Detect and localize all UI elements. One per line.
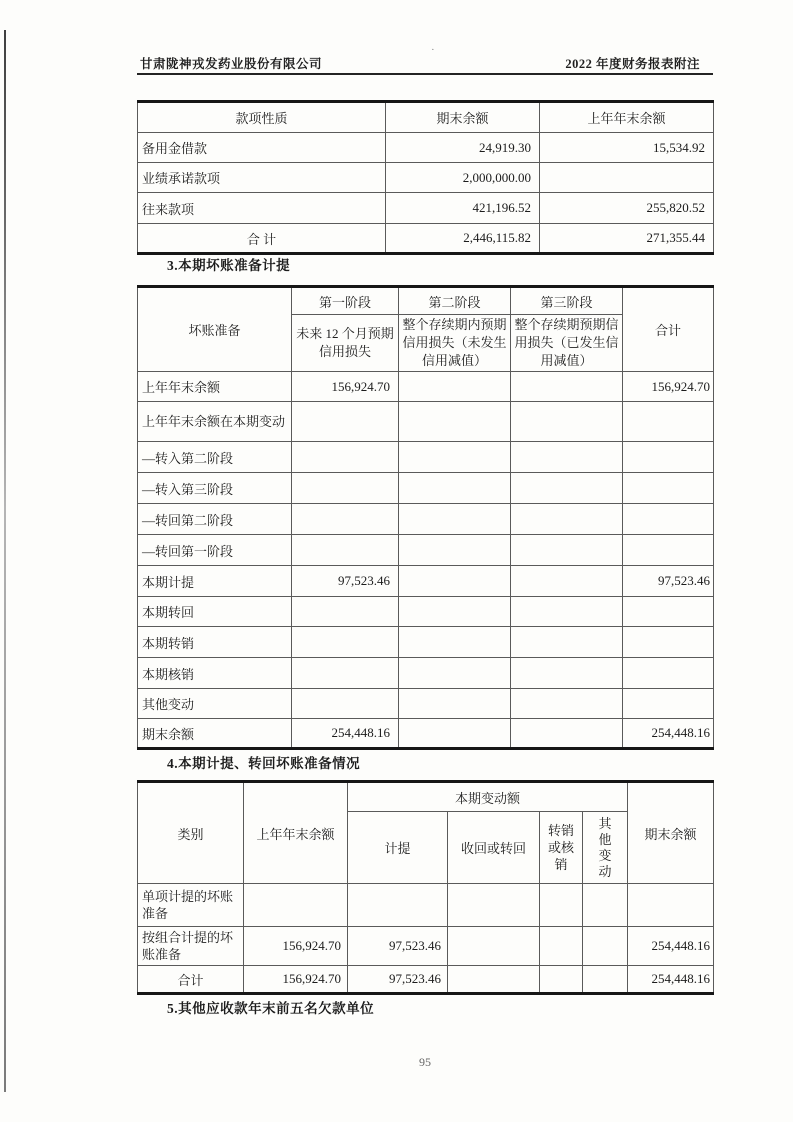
cell-stage1 [292, 402, 399, 442]
cell-writeoff [540, 927, 583, 966]
doc-title: 2022 年度财务报表附注 [565, 57, 700, 71]
cell-stage1 [292, 535, 399, 566]
cell-total: 156,924.70 [623, 372, 714, 402]
cell-other [583, 927, 628, 966]
cell-label: 合 计 [138, 224, 386, 254]
column-header-ending: 期末余额 [386, 102, 540, 133]
table-row [138, 719, 714, 749]
column-header-category: 类别 [138, 782, 244, 884]
table-row [138, 927, 714, 966]
cell-total [623, 627, 714, 658]
table-row [138, 193, 714, 224]
cell-stage2 [399, 566, 511, 597]
cell-total [623, 442, 714, 473]
cell-stage3 [511, 473, 623, 504]
column-header-stage2: 第二阶段 [399, 287, 511, 315]
cell-stage2 [399, 504, 511, 535]
cell-label: 往来款项 [138, 193, 386, 224]
cell-stage1 [292, 689, 399, 719]
column-header-other [583, 812, 628, 884]
column-header-stage3: 第三阶段 [511, 287, 623, 315]
page-number: 95 [419, 1055, 431, 1069]
cell-label: 上年年末余额 [138, 372, 292, 402]
cell-stage1 [292, 473, 399, 504]
scan-speck: · [431, 44, 435, 56]
column-subheader-stage2: 整个存续期内预期信用损失（未发生信用减值） [399, 315, 511, 372]
cell-prior: 156,924.70 [244, 966, 348, 994]
column-header-stage1: 第一阶段 [292, 287, 399, 315]
cell-total: 97,523.46 [623, 566, 714, 597]
cell-ending: 2,446,115.82 [386, 224, 540, 254]
table-total-row [138, 966, 714, 994]
cell-label: —转入第二阶段 [138, 442, 292, 473]
cell-label: 上年年末余额在本期变动 [138, 402, 292, 442]
table-row [138, 627, 714, 658]
table-row [138, 442, 714, 473]
cell-total [623, 597, 714, 627]
table-row [138, 133, 714, 163]
cell-stage3 [511, 402, 623, 442]
cell-stage3 [511, 442, 623, 473]
cell-label: 其他变动 [138, 689, 292, 719]
cell-other [583, 966, 628, 994]
cell-stage2 [399, 627, 511, 658]
cell-label: 本期转销 [138, 627, 292, 658]
payment-nature-table [137, 100, 714, 255]
cell-stage3 [511, 372, 623, 402]
column-header-other-label: 其他变动 [598, 815, 612, 879]
cell-total [623, 504, 714, 535]
cell-stage3 [511, 566, 623, 597]
cell-recover [448, 884, 540, 927]
cell-ending: 254,448.16 [628, 927, 714, 966]
column-subheader-stage3: 整个存续期预期信用损失（已发生信用减值） [511, 315, 623, 372]
section-heading-3: 3.本期坏账准备计提 [167, 258, 291, 273]
cell-label: 期末余额 [138, 719, 292, 749]
cell-prior: 255,820.52 [540, 193, 714, 224]
cell-ending [628, 884, 714, 927]
column-subheader-stage1: 未来 12 个月预期信用损失 [292, 315, 399, 372]
cell-stage3 [511, 535, 623, 566]
cell-stage3 [511, 597, 623, 627]
cell-total [623, 473, 714, 504]
table-row [138, 566, 714, 597]
column-header-writeoff-label: 转销或核销 [547, 823, 574, 872]
cell-stage3 [511, 689, 623, 719]
column-header-writeoff [540, 812, 583, 884]
cell-recover [448, 966, 540, 994]
cell-total [623, 535, 714, 566]
cell-stage2 [399, 658, 511, 689]
cell-stage3 [511, 627, 623, 658]
column-header-accrual: 计提 [348, 812, 448, 884]
cell-stage1 [292, 442, 399, 473]
table-header-row [138, 782, 714, 812]
table-total-row [138, 224, 714, 254]
cell-stage2 [399, 402, 511, 442]
cell-stage3 [511, 658, 623, 689]
cell-stage2 [399, 535, 511, 566]
cell-ending: 254,448.16 [628, 966, 714, 994]
table-header-row [138, 287, 714, 315]
table-row [138, 163, 714, 193]
cell-stage1 [292, 504, 399, 535]
cell-label: 本期转回 [138, 597, 292, 627]
provision-movement-table [137, 780, 714, 995]
cell-total [623, 402, 714, 442]
cell-label: 单项计提的坏账准备 [138, 884, 244, 927]
cell-stage1: 97,523.46 [292, 566, 399, 597]
cell-stage3 [511, 719, 623, 749]
cell-prior [540, 163, 714, 193]
cell-stage1: 156,924.70 [292, 372, 399, 402]
cell-stage2 [399, 689, 511, 719]
cell-ending: 2,000,000.00 [386, 163, 540, 193]
cell-stage2 [399, 372, 511, 402]
cell-prior: 156,924.70 [244, 927, 348, 966]
cell-accrual: 97,523.46 [348, 927, 448, 966]
document-header [137, 54, 713, 75]
table-header-row [138, 102, 714, 133]
cell-stage2 [399, 597, 511, 627]
table-row [138, 658, 714, 689]
cell-stage3 [511, 504, 623, 535]
cell-label: 按组合计提的坏账准备 [138, 927, 244, 966]
column-header-ending: 期末余额 [628, 782, 714, 884]
column-header-prior: 上年年末余额 [540, 102, 714, 133]
cell-other [583, 884, 628, 927]
cell-label: —转回第一阶段 [138, 535, 292, 566]
company-name: 甘肃陇神戎发药业股份有限公司 [140, 57, 323, 71]
cell-stage2 [399, 442, 511, 473]
table-row [138, 535, 714, 566]
cell-stage1 [292, 658, 399, 689]
table-row [138, 402, 714, 442]
table-row [138, 689, 714, 719]
section-heading-4: 4.本期计提、转回坏账准备情况 [167, 756, 361, 771]
column-header-nature: 款项性质 [138, 102, 386, 133]
scan-edge-line [4, 30, 6, 1092]
column-header-recover: 收回或转回 [448, 812, 540, 884]
cell-stage2 [399, 473, 511, 504]
cell-label: 本期核销 [138, 658, 292, 689]
cell-label: 合计 [138, 966, 244, 994]
cell-prior: 15,534.92 [540, 133, 714, 163]
cell-writeoff [540, 884, 583, 927]
cell-accrual [348, 884, 448, 927]
cell-stage1 [292, 627, 399, 658]
table-row [138, 504, 714, 535]
cell-ending: 421,196.52 [386, 193, 540, 224]
cell-stage1 [292, 597, 399, 627]
column-header-prior: 上年年末余额 [244, 782, 348, 884]
cell-label: 备用金借款 [138, 133, 386, 163]
cell-stage1: 254,448.16 [292, 719, 399, 749]
cell-total [623, 689, 714, 719]
cell-total [623, 658, 714, 689]
cell-total: 254,448.16 [623, 719, 714, 749]
provision-stages-table [137, 285, 714, 750]
column-header-change-group: 本期变动额 [348, 782, 628, 812]
cell-writeoff [540, 966, 583, 994]
cell-stage2 [399, 719, 511, 749]
column-header-corner: 坏账准备 [138, 287, 292, 372]
column-header-total: 合计 [623, 287, 714, 372]
cell-label: —转回第二阶段 [138, 504, 292, 535]
table-row [138, 884, 714, 927]
cell-label: —转入第三阶段 [138, 473, 292, 504]
cell-prior: 271,355.44 [540, 224, 714, 254]
cell-recover [448, 927, 540, 966]
section-heading-5: 5.其他应收款年末前五名欠款单位 [167, 1001, 375, 1016]
cell-prior [244, 884, 348, 927]
cell-ending: 24,919.30 [386, 133, 540, 163]
table-row [138, 473, 714, 504]
cell-accrual: 97,523.46 [348, 966, 448, 994]
cell-label: 本期计提 [138, 566, 292, 597]
table-row [138, 597, 714, 627]
cell-label: 业绩承诺款项 [138, 163, 386, 193]
table-row [138, 372, 714, 402]
